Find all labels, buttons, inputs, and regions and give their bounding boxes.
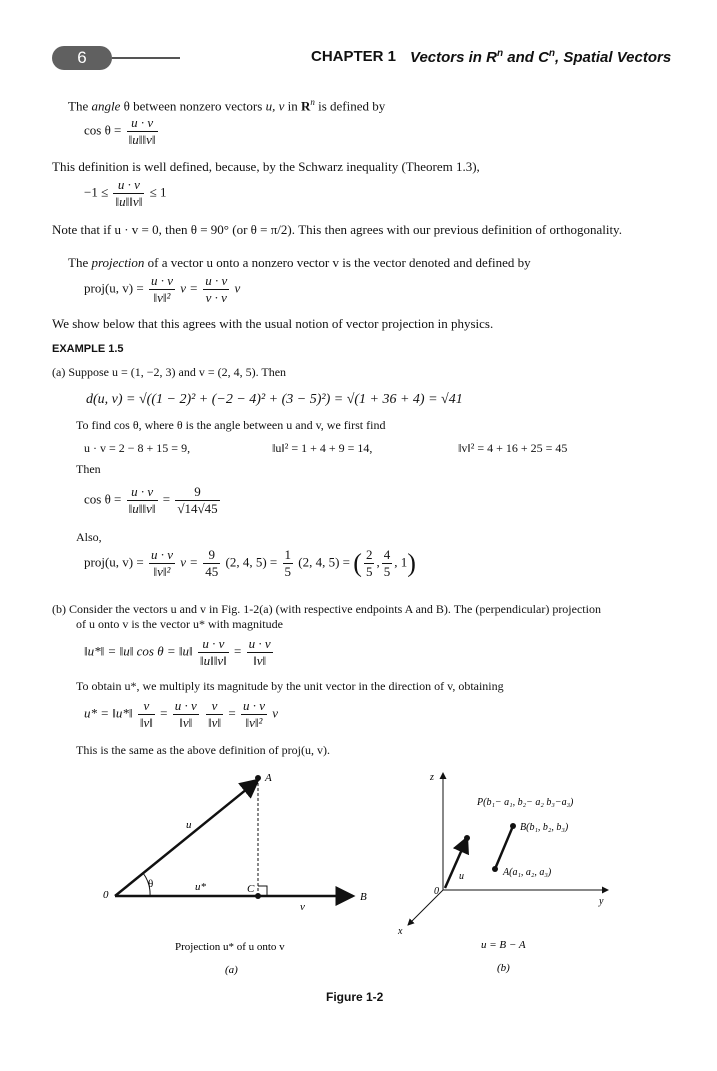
figure-label: Figure 1-2 [326, 990, 384, 1004]
para-well-defined: This definition is well defined, because, by the Schwarz inequality (Theorem 1.3), [52, 159, 480, 174]
label-B: B [360, 891, 367, 903]
para-projection-def: The projection of a vector u onto a nonzero vector v is the vector denoted and defined by [68, 255, 531, 270]
part-b-intro: (b) Consider the vectors u and v in Fig. 1-2(a) (with respective endpoints A and B). The (perpendicular) projection [52, 602, 601, 616]
point-P [464, 835, 470, 841]
label-u: u [459, 871, 464, 882]
label-A: A [265, 772, 272, 784]
part-a-find: To find cos θ, where θ is the angle between u and v, we first find [76, 418, 386, 432]
vector-u-line [115, 780, 258, 896]
para-physics: We show below that this agrees with the usual notion of vector projection in physics. [52, 316, 494, 331]
part-b-intro2: of u onto v is the vector u* with magnitude [76, 617, 283, 631]
label-O: 0 [434, 886, 439, 897]
label-C: C [247, 883, 255, 895]
label-A: A(a₁, a₂, a₃) [503, 867, 552, 878]
eq-schwarz: −1 ≤ $\frac{u \cdot v}{‖u‖‖v‖}$ ≤ 1 [84, 177, 167, 209]
figure-b [393, 768, 633, 983]
eq-proj: proj(u, v) = $\frac{u \cdot v}{\text{‖v‖²}}$ v = $\frac{u \cdot v}{v \cdot v}$ v [84, 273, 241, 305]
part-a-also: Also, [76, 530, 102, 544]
header-rule [112, 57, 180, 59]
label-u: u [186, 819, 192, 831]
label-x: x [398, 926, 403, 937]
eq-dot-u: u · v = 2 − 8 + 15 = 9, [84, 441, 191, 455]
eq-ustar: u* = ‖u*‖ $\frac{v}{‖v‖}$ = $\frac{u \cdot v}{‖v‖}$ $\frac{v}{‖v‖}$ = $\frac{u \cdot v}{\text{‖v‖²}}$ v [84, 698, 279, 730]
part-a-then: Then [76, 462, 101, 476]
label-v: v [300, 901, 305, 913]
label-O: 0 [103, 889, 109, 901]
label-ustar: u* [195, 881, 206, 893]
part-a-intro: (a) Suppose u = (1, −2, 3) and v = (2, 4, 5). Then [52, 365, 287, 379]
caption-a-sub: (a) [225, 964, 238, 976]
chapter-title: Vectors in $R^n$ and $C^n$, Spatial Vectors [410, 48, 672, 66]
eq-ustar-mag: ‖u*‖ = ‖u‖ cos θ = ‖u‖ $\frac{u \cdot v}{‖u‖‖v‖}$ = $\frac{u \cdot v}{‖v‖}$ [84, 636, 271, 668]
label-theta: θ [148, 878, 154, 890]
point-A [492, 866, 498, 872]
page-number: 6 [52, 46, 112, 70]
point-C [255, 893, 261, 899]
label-z: z [430, 772, 434, 783]
eq-norm-v: ‖v‖² = 4 + 16 + 25 = 45 [458, 441, 568, 455]
para-angle-def: The angle θ between nonzero vectors u, v in $R^n$ is defined by [68, 97, 386, 114]
eq-proj-value: proj(u, v) = $\frac{u \cdot v}{\text{‖v‖²}}$ v = $\frac{9}{45}$ (2, 4, 5) = $\frac{1}{5}$ (2, 4, 5) = ( $\frac{2}{5}$ , $\frac{4}{5}$ , 1) [84, 547, 416, 579]
para-orthogonality: Note that if u · v = 0, then θ = 90° (or θ = π/2). This then agrees with our previous definition of orthogonality. [52, 222, 622, 237]
label-y: y [599, 896, 604, 907]
figure-a [95, 770, 385, 985]
eq-cos-theta: cos θ = $\frac{u \cdot v}{‖u‖‖v‖}$ [84, 115, 156, 147]
eq-norm-u: ‖u‖² = 1 + 4 + 9 = 14, [272, 441, 373, 455]
vector-u-AB [495, 826, 513, 869]
part-b-obtain: To obtain u*, we multiply its magnitude by the unit vector in the direction of v, obtaining [76, 679, 504, 693]
eq-distance: d(u, v) = √((1 − 2)² + (−2 − 4)² + (3 − 5)²) = √(1 + 36 + 4) = √41 [86, 392, 463, 407]
label-B: B(b₁, b₂, b₃) [520, 822, 569, 833]
chapter-label: CHAPTER 1 [311, 48, 397, 65]
point-B [510, 823, 516, 829]
caption-b: u = B − A [481, 939, 526, 951]
eq-cos-value: cos θ = $\frac{u \cdot v}{‖u‖‖v‖}$ = $\frac{9}{√14√45}$ [84, 484, 218, 516]
caption-a: Projection u* of u onto v [175, 941, 285, 953]
label-P: P(b₁− a₁, b₂− a₂ b₃−a₃) [477, 797, 574, 808]
caption-b-sub: (b) [497, 962, 510, 974]
part-b-same: This is the same as the above definition of proj(u, v). [76, 743, 330, 757]
point-A [255, 775, 261, 781]
example-label: EXAMPLE 1.5 [52, 343, 124, 355]
